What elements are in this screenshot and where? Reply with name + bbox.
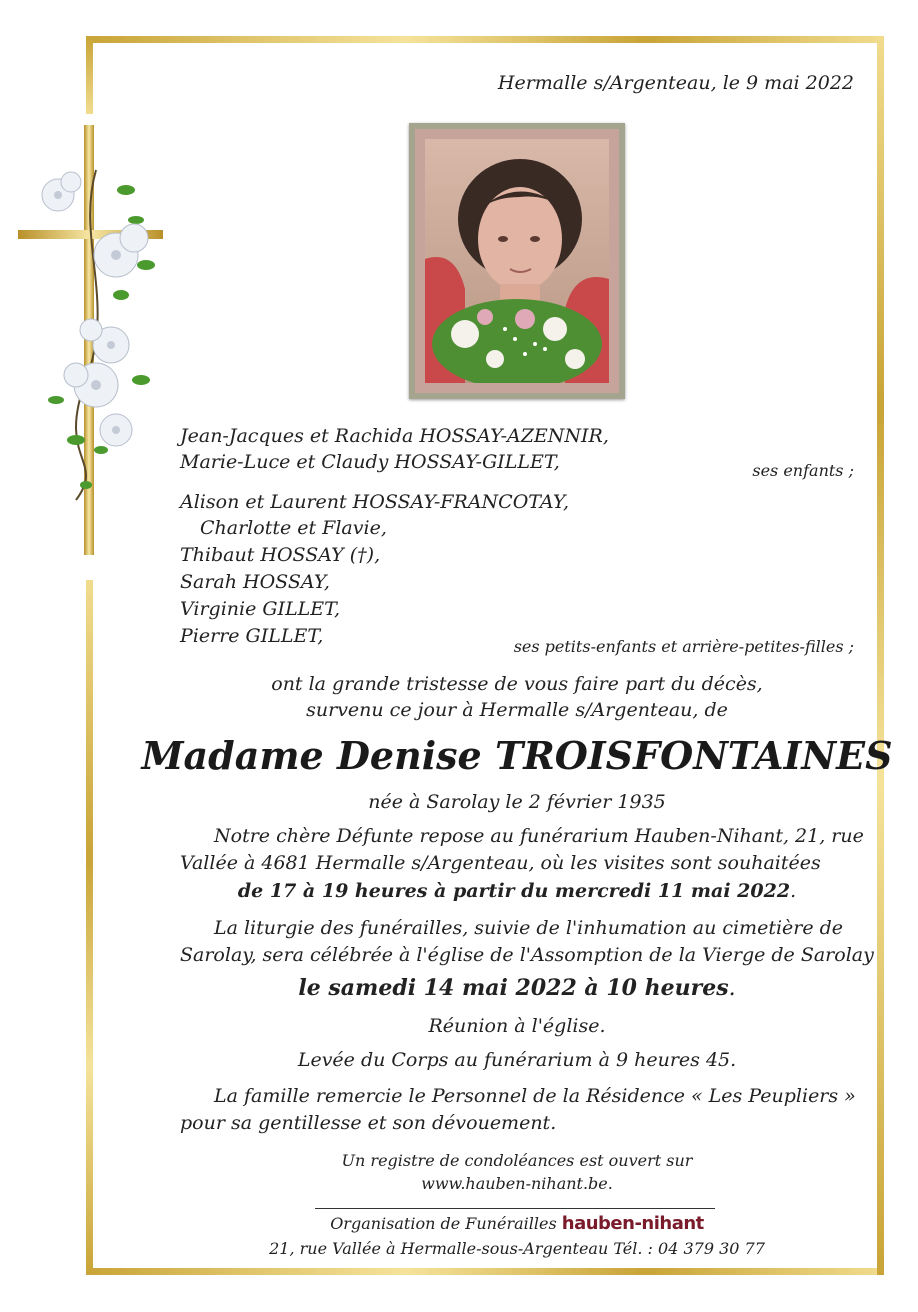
child-line-1: Jean-Jacques et Rachida HOSSAY-AZENNIR, [180,425,609,447]
funeral-datetime [180,975,854,1002]
gold-frame-bottom [86,1268,884,1275]
child-line-2: Marie-Luce et Claudy HOSSAY-GILLET, [180,451,560,473]
portrait-photo [425,139,609,383]
announcement-line-2: survenu ce jour à Hermalle s/Argenteau, de [306,699,728,721]
grandchildren-label: ses petits-enfants et arrière-petites-filles ; [513,637,854,656]
footer-address: 21, rue Vallée à Hermalle-sous-Argenteau Tél. : 04 379 30 77 [269,1239,765,1258]
grandchild-line-6: Pierre GILLET, [180,625,324,647]
funeral-line-1: La liturgie des funérailles, suivie de l'inhumation au cimetière de [214,917,844,939]
condolences-url[interactable]: www.hauben-nihant.be. [421,1174,613,1193]
children-label: ses enfants ; [752,461,854,480]
deceased-name: Madame Denise TROISFONTAINES [141,733,893,778]
announcement-line-1: ont la grande tristesse de vous faire part du décès, [271,673,763,695]
grandchild-line-4: Sarah HOSSAY, [180,571,330,593]
date-line: Hermalle s/Argenteau, le 9 mai 2022 [497,72,854,94]
portrait-mat [415,129,619,393]
brand-logo: hauben-nihant [561,1213,704,1234]
visitation-period: . [790,880,797,902]
gold-frame-left-bottom [86,580,93,1275]
grandchild-line-5: Virginie GILLET, [180,598,341,620]
visitation-hours [180,878,854,904]
condolences-line: Un registre de condoléances est ouvert sur [341,1151,693,1170]
thanks-line-2: pour sa gentillesse et son dévouement. [180,1112,557,1134]
visitation-hours-text: de 17 à 19 heures à partir du mercredi 11 mai 2022 [237,880,791,902]
cross-with-flowers-icon [16,120,166,570]
portrait-frame [409,123,625,399]
grandchild-line-2: Charlotte et Flavie, [200,517,387,539]
grandchild-line-1: Alison et Laurent HOSSAY-FRANCOTAY, [180,491,570,513]
levee-line: Levée du Corps au funérarium à 9 heures 45. [297,1049,737,1071]
meeting-line: Réunion à l'église. [428,1015,606,1037]
visitation-line-1: Notre chère Défunte repose au funérarium Hauben-Nihant, 21, rue [214,825,864,847]
funeral-period: . [728,976,736,1001]
footer-divider [315,1208,715,1209]
birth-line: née à Sarolay le 2 février 1935 [368,791,666,813]
grandchild-line-3: Thibaut HOSSAY (†), [180,544,381,566]
funeral-line-2: Sarolay, sera célébrée à l'église de l'Assomption de la Vierge de Sarolay [180,944,874,966]
footer-org-label: Organisation de Funérailles [330,1214,557,1233]
gold-frame-top [86,36,884,43]
thanks-line-1: La famille remercie le Personnel de la Résidence « Les Peupliers » [214,1085,856,1107]
footer-org-line [120,1211,914,1237]
gold-frame-right [877,36,884,1275]
gold-frame-left-top [86,36,93,114]
funeral-datetime-text: le samedi 14 mai 2022 à 10 heures [298,975,729,1001]
visitation-line-2: Vallée à 4681 Hermalle s/Argenteau, où les visites sont souhaitées [180,852,821,874]
